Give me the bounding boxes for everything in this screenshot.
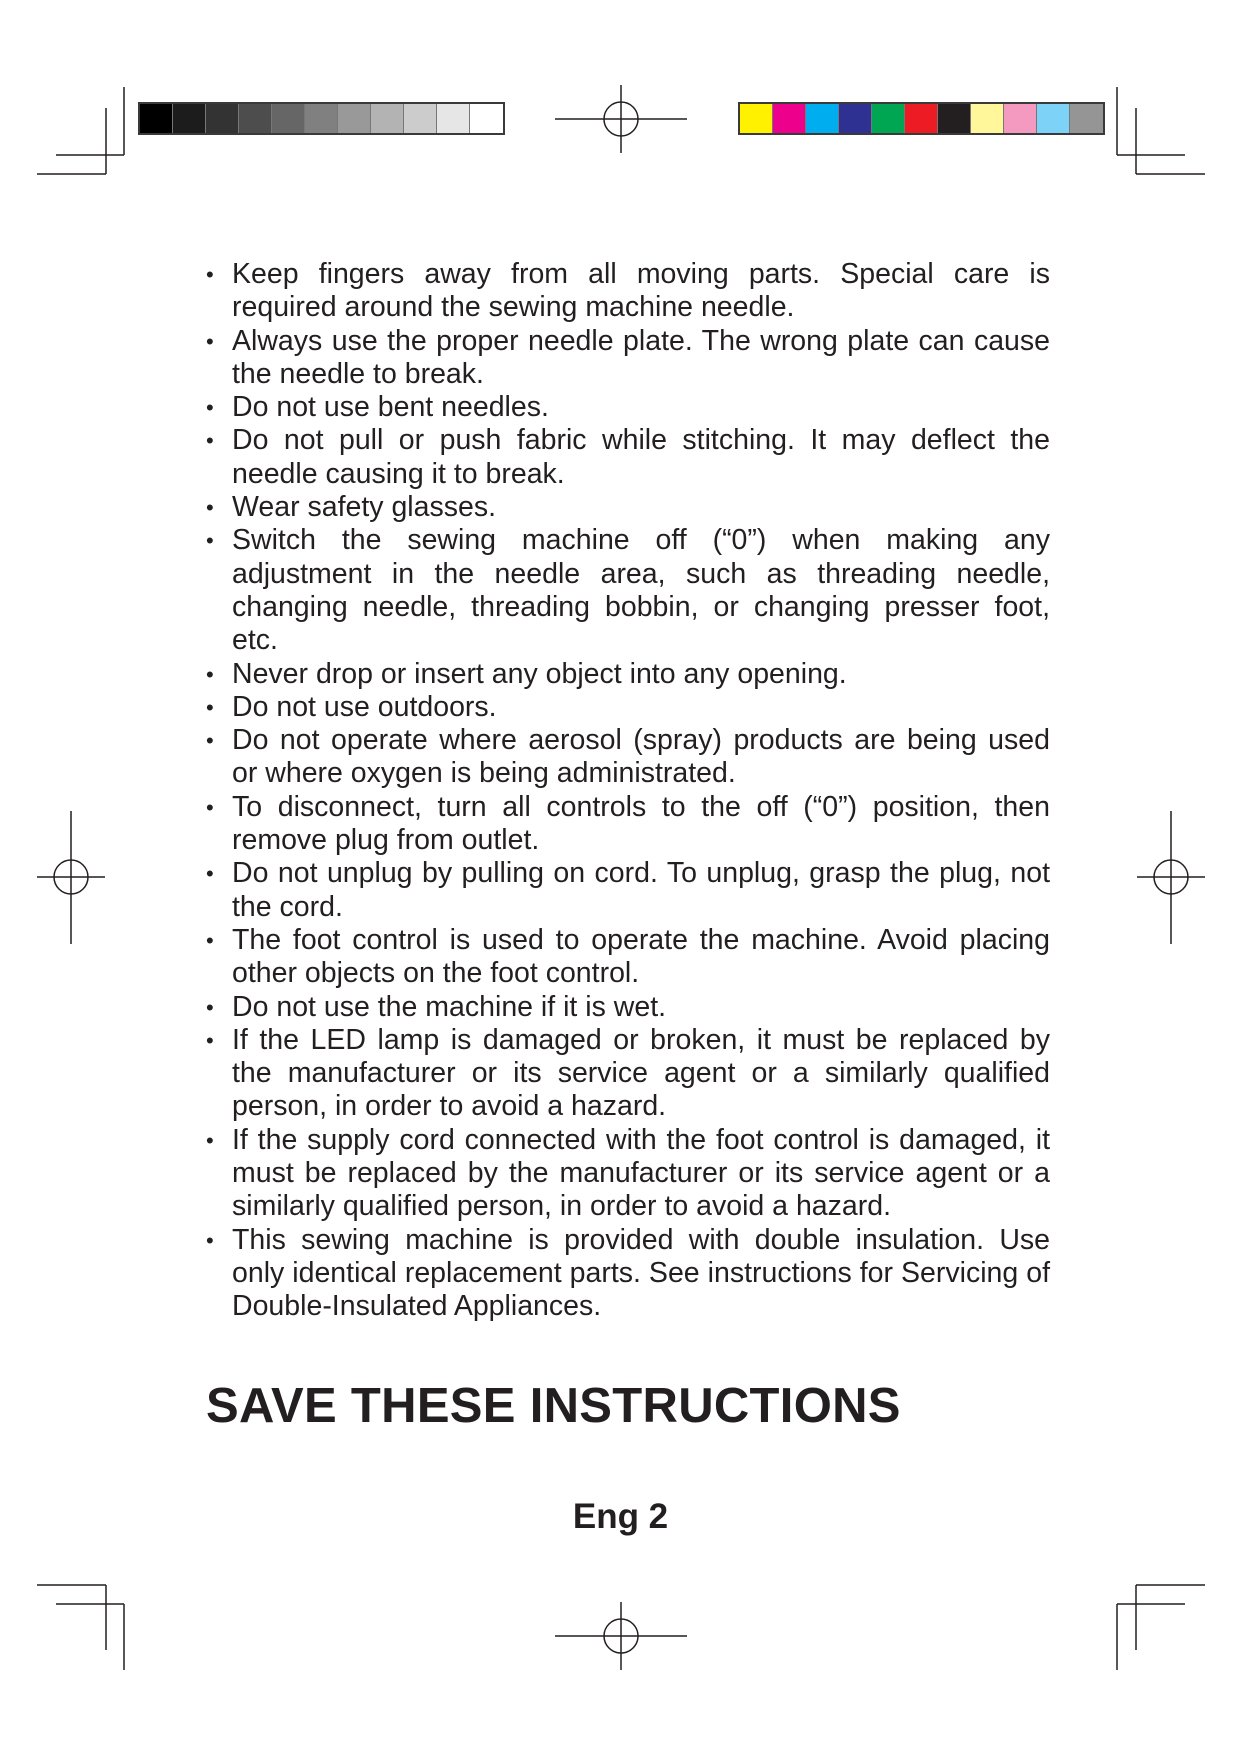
color-swatch	[773, 104, 806, 133]
instruction-text: Always use the proper needle plate. The wrong plate can cause the needle to break.	[232, 324, 1050, 390]
instruction-item	[206, 658, 1050, 691]
color-swatch	[206, 104, 239, 133]
instruction-item	[206, 424, 1050, 491]
instruction-text: Keep fingers away from all moving parts. Special care is required around the sewing machine needle.	[232, 258, 1050, 324]
bullet-icon: •	[206, 328, 214, 354]
page-number: Eng 2	[572, 1497, 669, 1536]
instruction-list	[206, 258, 1050, 1324]
page-heading: SAVE THESE INSTRUCTIONS	[206, 1379, 901, 1433]
color-swatch	[971, 104, 1004, 133]
color-swatch	[272, 104, 305, 133]
bullet-icon: •	[206, 528, 214, 554]
instruction-item	[206, 724, 1050, 791]
registration-mark-left	[37, 811, 105, 944]
crop-mark-top-right	[1117, 87, 1205, 174]
bullet-icon: •	[206, 794, 214, 820]
bullet-icon: •	[206, 927, 214, 953]
crop-mark-top-left	[37, 87, 124, 174]
instruction-item	[206, 924, 1050, 991]
color-swatch	[140, 104, 173, 133]
instruction-item	[206, 1224, 1050, 1324]
registration-mark-top	[555, 85, 687, 153]
color-swatch	[1037, 104, 1070, 133]
crop-mark-bottom-right	[1117, 1585, 1205, 1670]
bullet-icon: •	[206, 1027, 214, 1053]
instruction-item	[206, 1024, 1050, 1124]
instruction-item	[206, 325, 1050, 392]
instruction-text: Do not use outdoors.	[232, 690, 497, 723]
color-swatch	[404, 104, 437, 133]
color-swatch	[872, 104, 905, 133]
instruction-text: If the LED lamp is damaged or broken, it must be replaced by the manufacturer or its service agent or a similarly qualified person, in order to avoid a hazard.	[232, 1023, 1050, 1123]
grayscale-color-bar	[138, 102, 505, 135]
instruction-text: The foot control is used to operate the machine. Avoid placing other objects on the foot control.	[232, 923, 1050, 990]
instruction-item	[206, 857, 1050, 924]
color-swatch	[905, 104, 938, 133]
color-swatch	[839, 104, 872, 133]
color-swatch	[740, 104, 773, 133]
color-swatch	[239, 104, 272, 133]
color-swatch	[305, 104, 338, 133]
instruction-text: Do not operate where aerosol (spray) products are being used or where oxygen is being administrated.	[232, 724, 1050, 790]
instruction-item	[206, 1124, 1050, 1224]
instruction-item	[206, 524, 1050, 657]
instruction-text: Switch the sewing machine off (“0”) when making any adjustment in the needle area, such as threading needle, changing needle, threading bobbin, or changing presser foot, etc.	[232, 524, 1050, 657]
instruction-item	[206, 991, 1050, 1024]
color-swatch	[371, 104, 404, 133]
bullet-icon: •	[206, 495, 214, 521]
instruction-text: If the supply cord connected with the foot control is damaged, it must be replaced by the manufacturer or its service agent or a similarly qualified person, in order to avoid a hazard.	[232, 1123, 1050, 1223]
color-swatch	[470, 104, 503, 133]
process-color-bar	[738, 102, 1105, 135]
bullet-icon: •	[206, 1127, 214, 1153]
instruction-text: Do not use bent needles.	[232, 391, 549, 424]
bullet-icon: •	[206, 1227, 214, 1253]
bullet-icon: •	[206, 262, 214, 287]
instruction-text: Wear safety glasses.	[232, 491, 497, 524]
color-swatch	[806, 104, 839, 133]
instruction-item	[206, 791, 1050, 858]
registration-mark-right	[1137, 811, 1205, 944]
instruction-item	[206, 391, 1050, 424]
color-swatch	[437, 104, 470, 133]
safety-instructions	[206, 258, 1050, 1324]
crop-mark-bottom-left	[37, 1585, 124, 1670]
instruction-text: Do not pull or push fabric while stitching. It may deflect the needle causing it to break.	[232, 424, 1050, 490]
instruction-text: Do not unplug by pulling on cord. To unplug, grasp the plug, not the cord.	[232, 857, 1050, 923]
bullet-icon: •	[206, 395, 214, 421]
color-swatch	[1070, 104, 1103, 133]
bullet-icon: •	[206, 428, 214, 454]
bullet-icon: •	[206, 694, 214, 720]
bullet-icon: •	[206, 661, 214, 687]
registration-mark-bottom	[555, 1602, 687, 1670]
color-swatch	[173, 104, 206, 133]
instruction-item	[206, 691, 1050, 724]
color-swatch	[938, 104, 971, 133]
color-swatch	[1004, 104, 1037, 133]
instruction-text: Never drop or insert any object into any opening.	[232, 657, 847, 690]
instruction-text: Do not use the machine if it is wet.	[232, 990, 667, 1023]
instruction-item	[206, 258, 1050, 325]
bullet-icon: •	[206, 994, 214, 1020]
instruction-text: To disconnect, turn all controls to the off (“0”) position, then remove plug from outlet.	[232, 790, 1050, 857]
bullet-icon: •	[206, 728, 214, 754]
bullet-icon: •	[206, 861, 214, 887]
instruction-item	[206, 491, 1050, 524]
color-swatch	[338, 104, 371, 133]
instruction-text: This sewing machine is provided with double insulation. Use only identical replacement parts. See instructions for Servicing of Double-Insulated Appliances.	[232, 1223, 1050, 1323]
